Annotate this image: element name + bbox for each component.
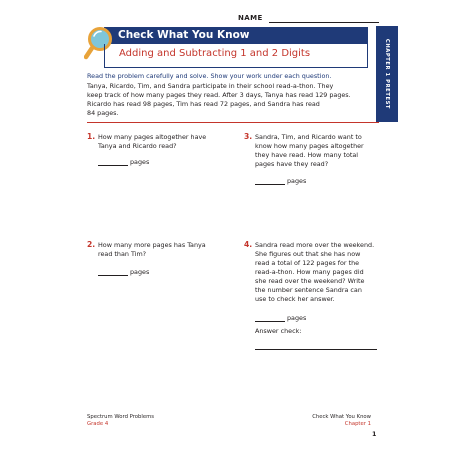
problem-text: they have read. How many total (255, 151, 359, 159)
chapter-tab-label: CHAPTER 1 PRETEST (384, 38, 390, 110)
story-line: Tanya, Ricardo, Tim, and Sandra participate in their school read-a-thon. They (87, 82, 334, 90)
problem-text: use to check her answer. (255, 295, 335, 303)
problem-text: Sandra, Tim, and Ricardo want to (255, 133, 362, 141)
answer-unit: pages (287, 177, 307, 185)
subtitle-box (104, 44, 368, 68)
story-paragraph (87, 82, 379, 118)
answer-check-label: Answer check: (255, 327, 302, 335)
story-line: keep track of how many pages they read. After 3 days, Tanya has read 129 pages. (87, 91, 351, 99)
chapter-tab (376, 26, 398, 122)
problem-number: 4. (244, 240, 253, 249)
answer-unit: pages (130, 158, 150, 166)
problem-3 (244, 133, 379, 169)
problem-1 (87, 133, 227, 151)
problem-number: 1. (87, 132, 96, 141)
section-title: Check What You Know (312, 414, 371, 420)
answer-blank[interactable] (255, 321, 285, 322)
banner (104, 27, 368, 44)
problem-4 (244, 241, 379, 304)
footer-right (312, 414, 371, 428)
problem-text: pages have they read? (255, 160, 329, 168)
answer-blank[interactable] (255, 184, 285, 185)
problem-text: the number sentence Sandra can (255, 286, 362, 294)
problem-text: Tanya and Ricardo read? (98, 142, 177, 150)
grade-label: Grade 4 (87, 421, 109, 427)
problem-number: 3. (244, 132, 253, 141)
chapter-label: Chapter 1 (344, 421, 371, 427)
lesson-subtitle: Adding and Subtracting 1 and 2 Digits (119, 48, 311, 59)
answer-blank[interactable] (98, 275, 128, 276)
problem-text: know how many pages altogether (255, 142, 364, 150)
story-line: Ricardo has read 98 pages, Tim has read 72 pages, and Sandra has read (87, 100, 320, 108)
banner-title: Check What You Know (118, 29, 250, 41)
story-line: 84 pages. (87, 109, 119, 117)
page-number: 1 (372, 430, 377, 438)
name-blank-line (269, 22, 379, 23)
problem-text: How many more pages has Tanya (98, 241, 206, 249)
answer-check-line[interactable] (255, 349, 377, 350)
problem-text: read a total of 122 pages for the (255, 259, 360, 267)
book-title: Spectrum Word Problems (87, 414, 155, 420)
answer-blank[interactable] (98, 165, 128, 166)
problem-text: read-a-thon. How many pages did (255, 268, 364, 276)
problem-number: 2. (87, 240, 96, 249)
answer-3 (255, 177, 315, 186)
problem-text: read than Tim? (98, 250, 147, 258)
footer-left (87, 414, 154, 428)
problem-2 (87, 241, 227, 259)
answer-unit: pages (287, 314, 307, 322)
problem-text: She figures out that she has now (255, 250, 361, 258)
answer-1 (98, 158, 158, 167)
problem-text: she read over the weekend? Write (255, 277, 365, 285)
instructions: Read the problem carefully and solve. Show your work under each question. (87, 72, 332, 80)
section-divider (87, 122, 379, 123)
problem-text: How many pages altogether have (98, 133, 207, 141)
name-field (238, 14, 380, 26)
name-label: NAME (238, 14, 263, 22)
answer-unit: pages (130, 268, 150, 276)
answer-2 (98, 268, 158, 277)
problem-text: Sandra read more over the weekend. (255, 241, 375, 249)
answer-4 (255, 314, 315, 323)
